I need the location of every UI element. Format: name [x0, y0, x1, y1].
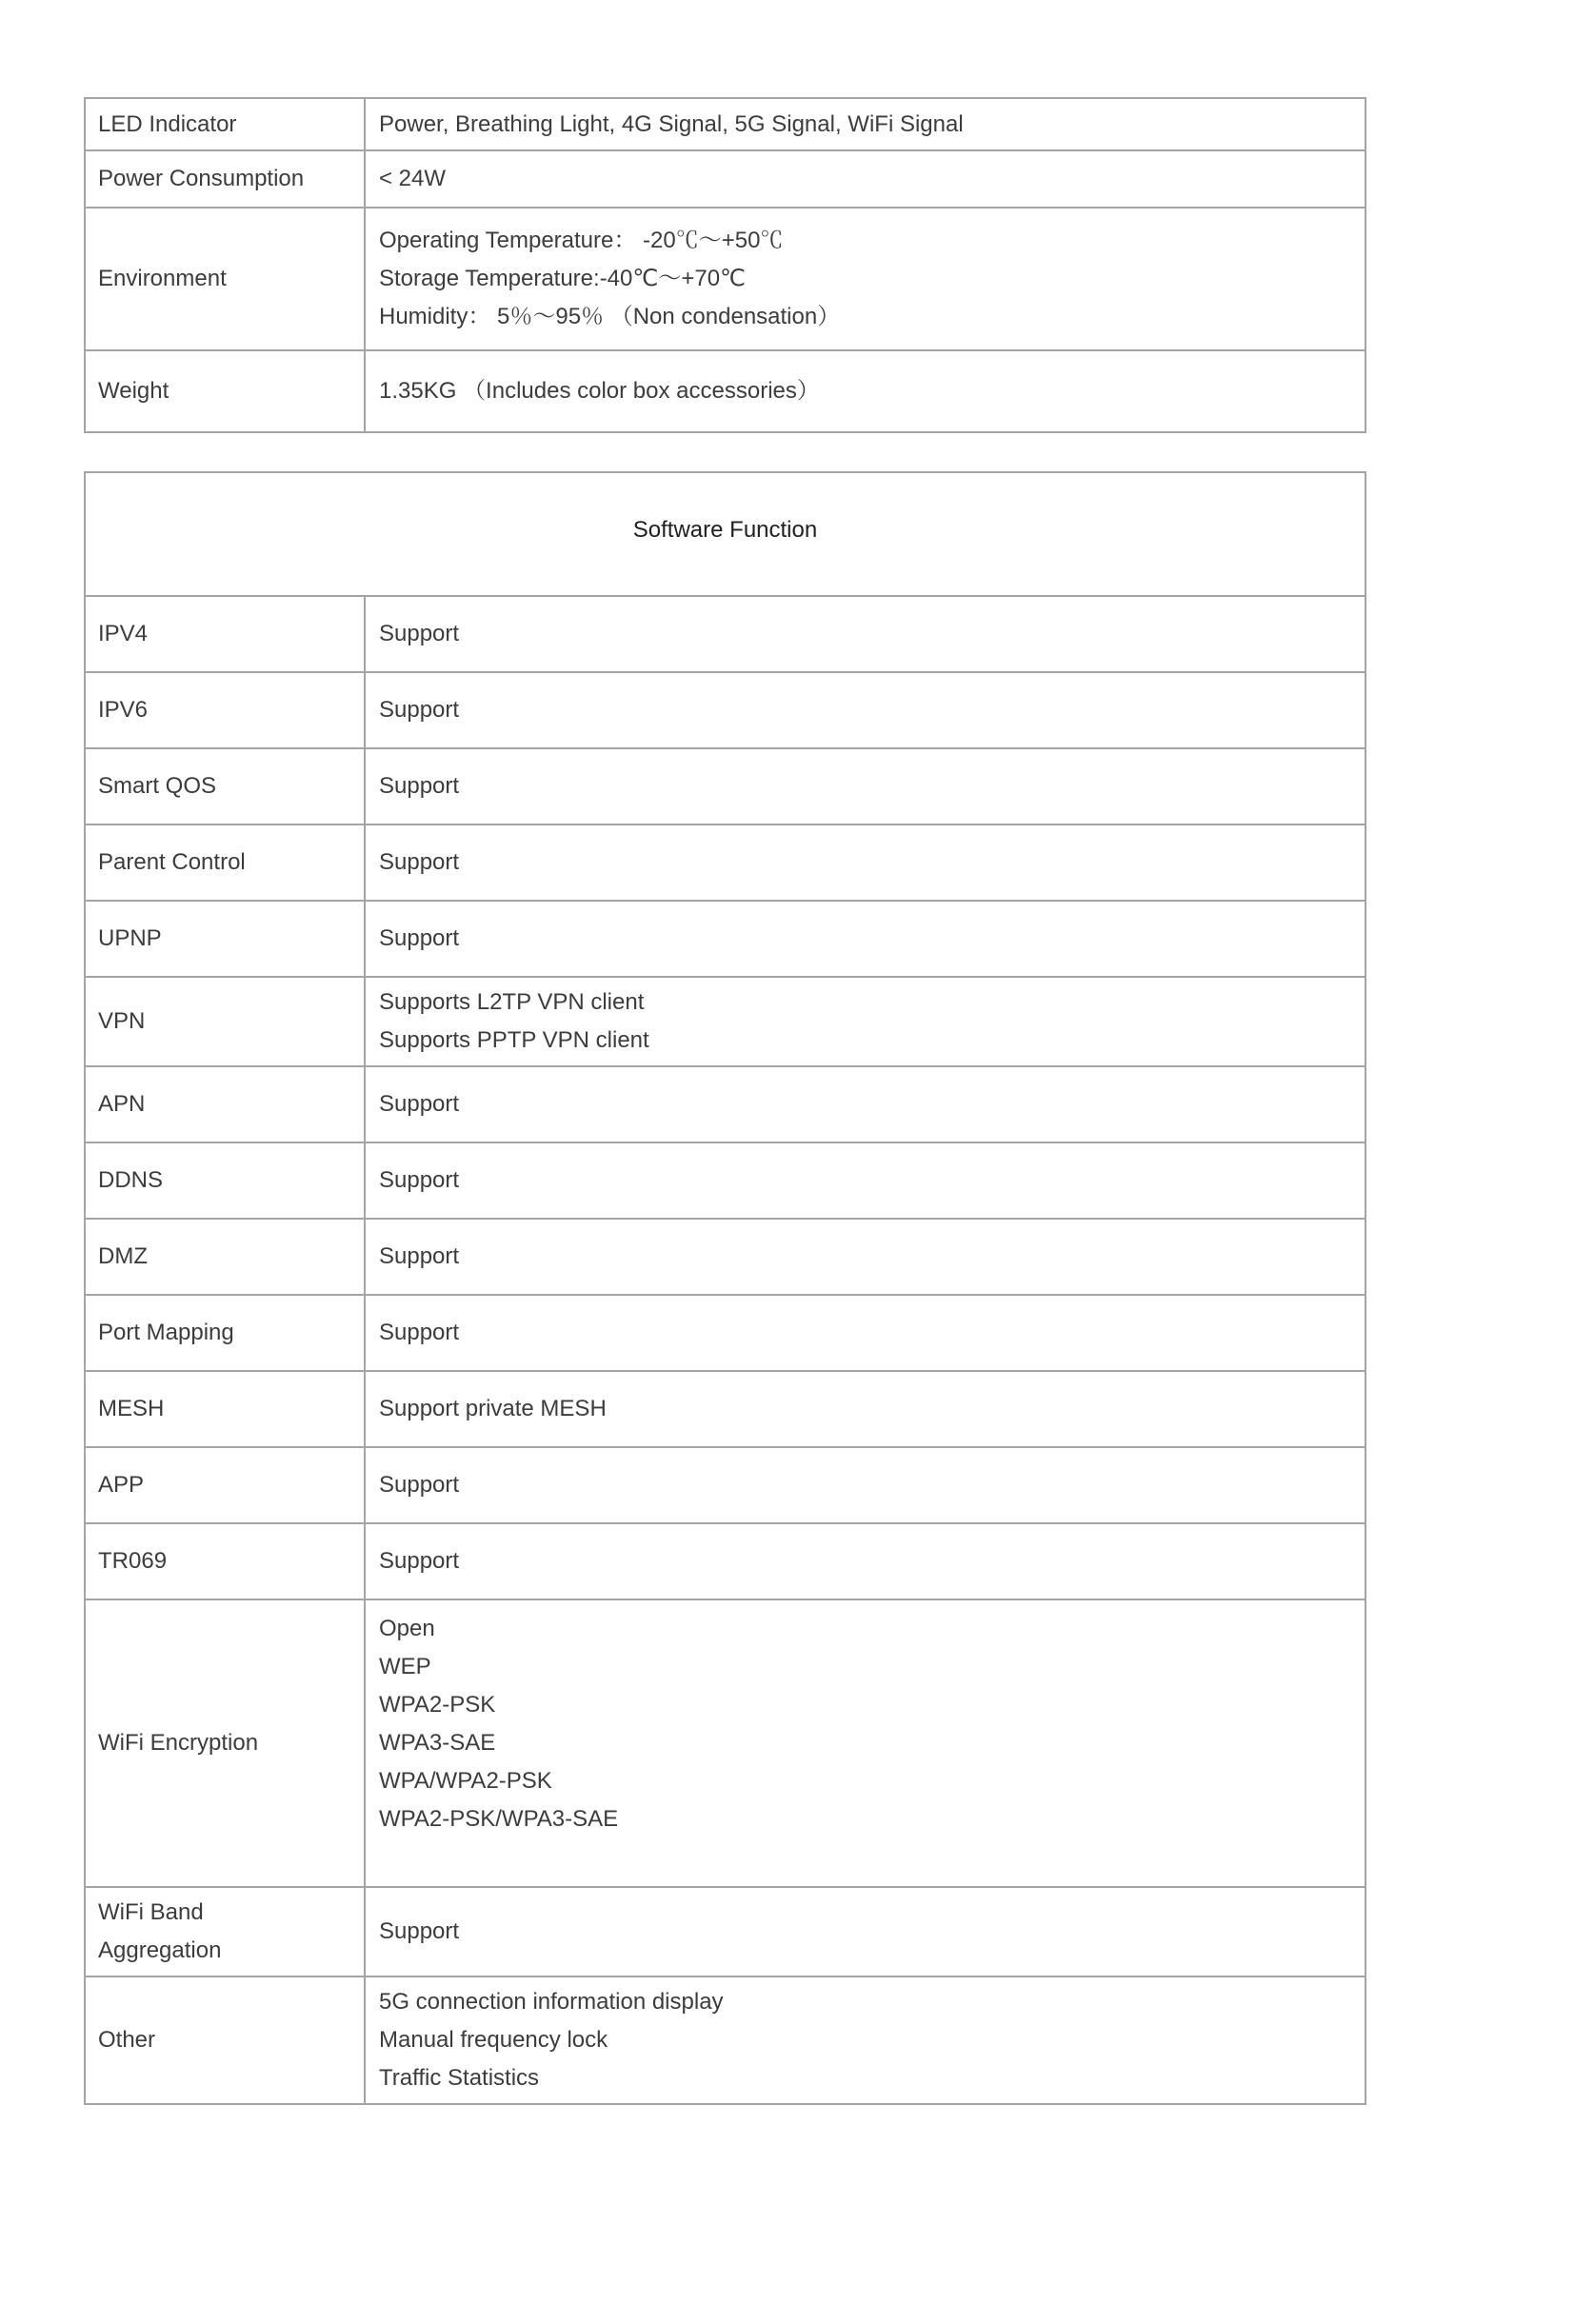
row-value: [365, 596, 1366, 672]
row-value: [365, 748, 1366, 824]
table-row: [85, 1066, 1366, 1142]
row-label: MESH: [85, 1371, 365, 1447]
row-value: [365, 1599, 1366, 1887]
value-line: WPA2-PSK/WPA3-SAE: [379, 1806, 619, 1832]
value-line: WPA/WPA2-PSK: [379, 1768, 552, 1794]
table-row: [85, 977, 1366, 1066]
table-row: [85, 748, 1366, 824]
value-line: WEP: [379, 1654, 431, 1679]
row-label: Smart QOS: [85, 748, 365, 824]
row-value: [365, 977, 1366, 1066]
row-label: Weight: [85, 350, 365, 432]
row-label: APN: [85, 1066, 365, 1142]
value-line: Support: [379, 1243, 460, 1269]
row-label: Power Consumption: [85, 150, 365, 208]
software-function-title: Software Function: [85, 472, 1366, 596]
value-line: Storage Temperature:-40℃～+70℃: [379, 266, 746, 291]
row-label: VPN: [85, 977, 365, 1066]
value-line: WPA2-PSK: [379, 1692, 496, 1718]
value-line: Support: [379, 925, 460, 951]
value-line: < 24W: [379, 166, 447, 191]
row-label: IPV6: [85, 672, 365, 748]
software-function-table-body: [85, 596, 1366, 2104]
value-line: Humidity： 5％～95％ （Non condensation）: [379, 304, 841, 329]
table-row: [85, 1295, 1366, 1371]
row-value: [365, 150, 1366, 208]
value-line: Supports L2TP VPN client: [379, 989, 645, 1015]
hardware-spec-table: [84, 97, 1366, 433]
value-line: 5G connection information display: [379, 1989, 724, 2015]
row-value: [365, 1142, 1366, 1219]
value-line: Operating Temperature： -20℃～+50℃: [379, 228, 784, 253]
value-line: Support: [379, 697, 460, 723]
table-row: [85, 1523, 1366, 1599]
table-row: [85, 1219, 1366, 1295]
table-row: [85, 1371, 1366, 1447]
row-label: Environment: [85, 208, 365, 350]
software-function-table: [84, 471, 1366, 2105]
row-value: [365, 98, 1366, 150]
table-row: [85, 1599, 1366, 1887]
value-line: Support: [379, 1091, 460, 1117]
value-line: Traffic Statistics: [379, 2065, 540, 2091]
row-label: Parent Control: [85, 824, 365, 901]
row-value: [365, 350, 1366, 432]
row-label: LED Indicator: [85, 98, 365, 150]
row-label: IPV4: [85, 596, 365, 672]
row-label: APP: [85, 1447, 365, 1523]
value-line: Manual frequency lock: [379, 2027, 608, 2053]
value-line: Open: [379, 1616, 435, 1641]
row-value: [365, 1066, 1366, 1142]
table-row: [85, 208, 1366, 350]
document-page: [0, 97, 1575, 2324]
table-row: [85, 1976, 1366, 2104]
row-label: DDNS: [85, 1142, 365, 1219]
row-label: WiFi Encryption: [85, 1599, 365, 1887]
row-label: WiFi Band Aggregation: [85, 1887, 365, 1976]
table-row: [85, 98, 1366, 150]
table-row: [85, 672, 1366, 748]
hardware-spec-table-body: [85, 98, 1366, 432]
table-row: [85, 824, 1366, 901]
row-value: [365, 1295, 1366, 1371]
table-row: [85, 1142, 1366, 1219]
value-line: WPA3-SAE: [379, 1730, 496, 1756]
value-line: Support: [379, 1472, 460, 1498]
table-row: [85, 350, 1366, 432]
value-line: Support private MESH: [379, 1396, 607, 1421]
table-row: [85, 150, 1366, 208]
value-line: Power, Breathing Light, 4G Signal, 5G Signal, WiFi Signal: [379, 110, 964, 137]
row-value: [365, 1887, 1366, 1976]
value-line: Support: [379, 621, 460, 646]
table-title-row: [85, 472, 1366, 596]
row-label: Port Mapping: [85, 1295, 365, 1371]
table-row: [85, 596, 1366, 672]
value-line: Support: [379, 1548, 460, 1574]
row-label: DMZ: [85, 1219, 365, 1295]
row-value: [365, 824, 1366, 901]
row-value: [365, 901, 1366, 977]
row-value: [365, 672, 1366, 748]
value-line: Support: [379, 773, 460, 799]
row-value: [365, 1523, 1366, 1599]
row-value: [365, 1371, 1366, 1447]
value-line: Support: [379, 1167, 460, 1193]
table-row: [85, 901, 1366, 977]
table-row: [85, 1887, 1366, 1976]
value-line: Support: [379, 849, 460, 875]
row-label: Other: [85, 1976, 365, 2104]
row-value: [365, 1976, 1366, 2104]
value-line: Supports PPTP VPN client: [379, 1027, 649, 1053]
value-line: Support: [379, 1918, 460, 1944]
row-value: [365, 1447, 1366, 1523]
value-line: 1.35KG （Includes color box accessories）: [379, 378, 820, 404]
row-value: [365, 1219, 1366, 1295]
value-line: [379, 1838, 1346, 1877]
value-line: Support: [379, 1320, 460, 1345]
row-label: TR069: [85, 1523, 365, 1599]
row-label: UPNP: [85, 901, 365, 977]
table-row: [85, 1447, 1366, 1523]
row-value: [365, 208, 1366, 350]
